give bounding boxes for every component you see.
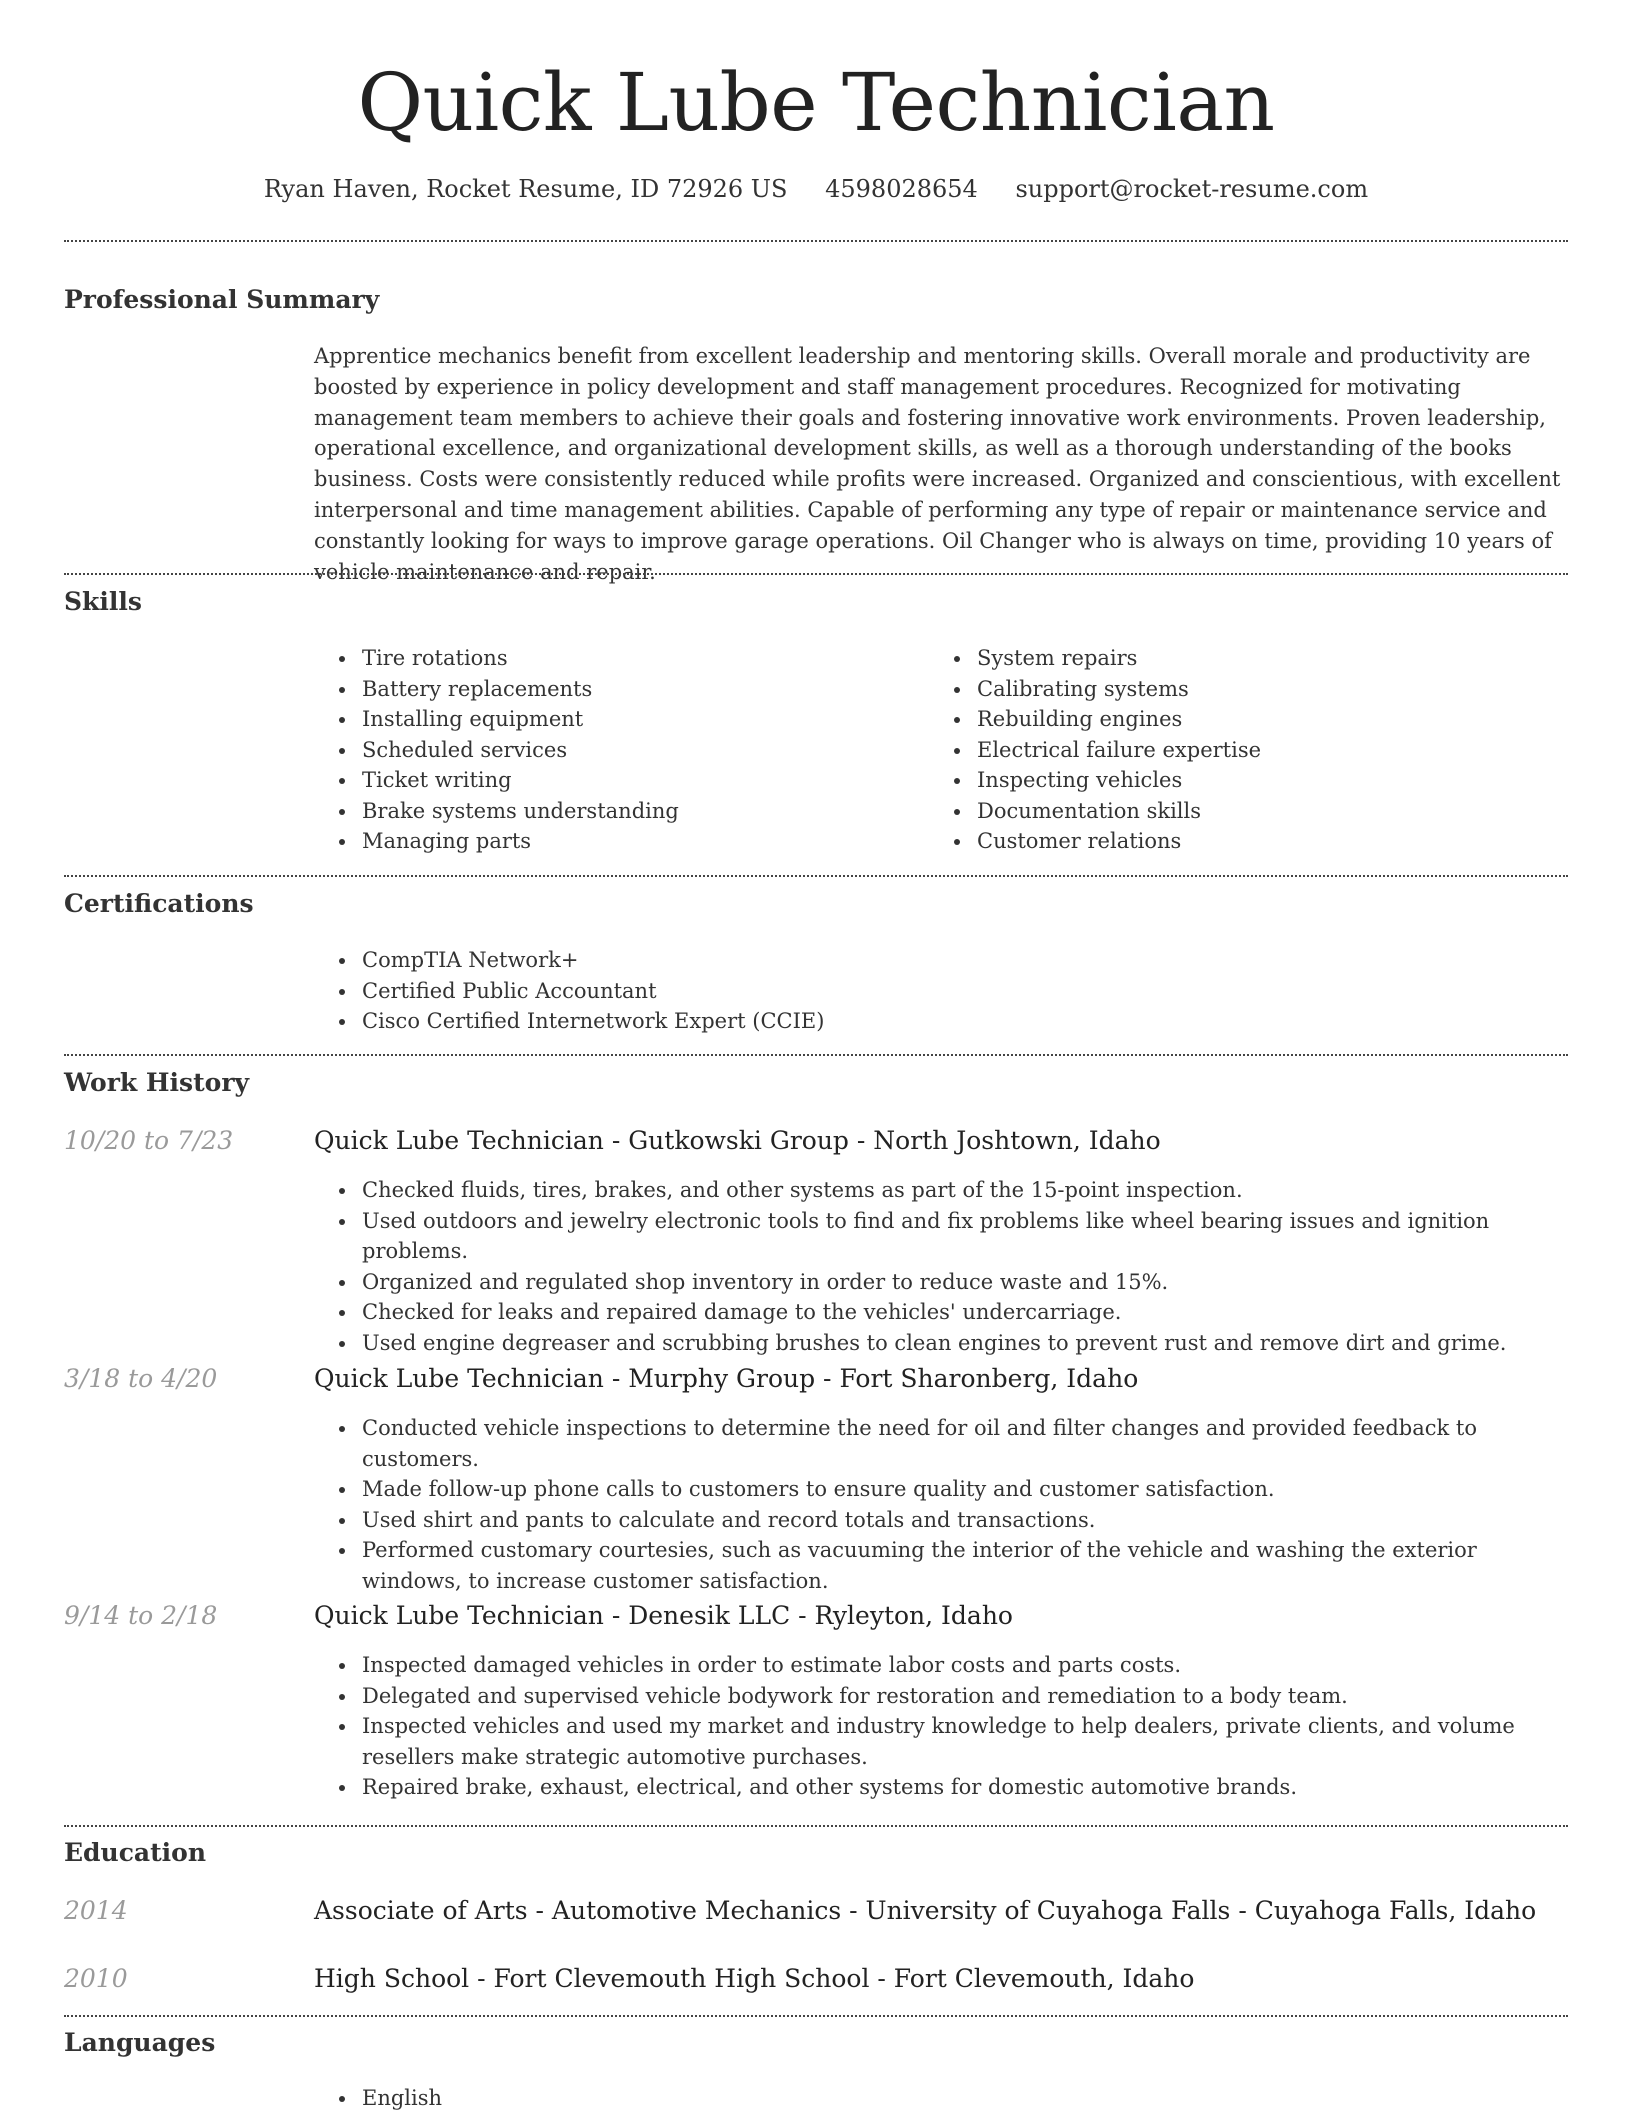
- list-item: • Repaired brake, exhaust, electrical, and other systems for domestic automotive brands.: [358, 1772, 1568, 1803]
- list-item: • Managing parts: [358, 826, 938, 857]
- languages-heading: Languages: [64, 2028, 216, 2057]
- section-divider: [64, 240, 1568, 242]
- job-dates: 9/14 to 2/18: [64, 1601, 218, 1630]
- list-item: • Ticket writing: [358, 765, 938, 796]
- education-title: Associate of Arts - Automotive Mechanics - University of Cuyahoga Falls - Cuyahoga Falls, Idaho: [314, 1896, 1537, 1925]
- list-item: • Certified Public Accountant: [358, 976, 1568, 1007]
- list-item: • Conducted vehicle inspections to determine the need for oil and filter changes and provided feedback to customers.: [358, 1413, 1568, 1474]
- skills-list-right: [973, 643, 1553, 857]
- skills-heading: Skills: [64, 587, 142, 616]
- list-item: • Inspected vehicles and used my market and industry knowledge to help dealers, private clients, and volume resellers make strategic automotive purchases.: [358, 1711, 1568, 1772]
- list-item: • System repairs: [973, 643, 1553, 674]
- list-item: • Brake systems understanding: [358, 796, 938, 827]
- contact-phone: 4598028654: [825, 175, 978, 203]
- education-year: 2014: [64, 1896, 128, 1925]
- list-item: • Used engine degreaser and scrubbing brushes to clean engines to prevent rust and remove dirt and grime.: [358, 1328, 1568, 1359]
- contact-email: support@rocket-resume.com: [1015, 175, 1369, 203]
- education-year: 2010: [64, 1964, 128, 1993]
- list-item: • Rebuilding engines: [973, 704, 1553, 735]
- education-title: High School - Fort Clevemouth High School - Fort Clevemouth, Idaho: [314, 1964, 1195, 1993]
- list-item: • Inspected damaged vehicles in order to estimate labor costs and parts costs.: [358, 1650, 1568, 1681]
- list-item: • CompTIA Network+: [358, 945, 1568, 976]
- section-divider: [64, 1054, 1568, 1056]
- job-bullets: [358, 1413, 1568, 1596]
- resume-title: Quick Lube Technician: [357, 56, 1275, 149]
- section-divider: [64, 875, 1568, 877]
- section-divider: [64, 1825, 1568, 1827]
- summary-heading: Professional Summary: [64, 285, 380, 314]
- contact-address: Ryan Haven, Rocket Resume, ID 72926 US: [263, 175, 788, 203]
- work-heading: Work History: [64, 1068, 250, 1097]
- job-title: Quick Lube Technician - Gutkowski Group - North Joshtown, Idaho: [314, 1126, 1161, 1155]
- list-item: • Tire rotations: [358, 643, 938, 674]
- list-item: • Customer relations: [973, 826, 1553, 857]
- list-item: • Documentation skills: [973, 796, 1553, 827]
- job-bullets: [358, 1650, 1568, 1803]
- list-item: • Cisco Certified Internetwork Expert (CCIE): [358, 1006, 1568, 1037]
- list-item: • Used shirt and pants to calculate and record totals and transactions.: [358, 1505, 1568, 1536]
- job-dates: 10/20 to 7/23: [64, 1126, 234, 1155]
- list-item: • Scheduled services: [358, 735, 938, 766]
- list-item: • Performed customary courtesies, such as vacuuming the interior of the vehicle and washing the exterior windows, to increase customer satisfaction.: [358, 1535, 1568, 1596]
- list-item: • Calibrating systems: [973, 674, 1553, 705]
- languages-list: [358, 2083, 1568, 2112]
- summary-text: Apprentice mechanics benefit from excellent leadership and mentoring skills. Overall morale and productivity are boosted by experience in policy development and staff management procedures. Recognized for motivating management team members to achieve their goals and fostering innovative work environments. Proven leadership, operational excellence, and organizational development skills, as well as a thorough understanding of the books business. Costs were consistently reduced while profits were increased. Organized and conscientious, with excellent interpersonal and time management abilities. Capable of performing any type of repair or maintenance service and constantly looking for ways to improve garage operations. Oil Changer who is always on time, providing 10 years of vehicle maintenance and repair.: [314, 344, 1561, 584]
- section-divider: [64, 2015, 1568, 2017]
- contact-line: [64, 173, 1568, 205]
- education-heading: Education: [64, 1838, 207, 1867]
- list-item: • Used outdoors and jewelry electronic tools to find and fix problems like wheel bearing issues and ignition problems.: [358, 1206, 1568, 1267]
- list-item: • Delegated and supervised vehicle bodywork for restoration and remediation to a body team.: [358, 1681, 1568, 1712]
- list-item: • Battery replacements: [358, 674, 938, 705]
- job-dates: 3/18 to 4/20: [64, 1364, 218, 1393]
- list-item: • Checked fluids, tires, brakes, and other systems as part of the 15-point inspection.: [358, 1175, 1568, 1206]
- list-item: • English: [358, 2083, 1568, 2112]
- certifications-list: [358, 945, 1568, 1037]
- skills-list-left: [358, 643, 938, 857]
- certifications-heading: Certifications: [64, 889, 254, 918]
- list-item: • Made follow-up phone calls to customers to ensure quality and customer satisfaction.: [358, 1474, 1568, 1505]
- section-divider: [64, 573, 1568, 575]
- list-item: • Installing equipment: [358, 704, 938, 735]
- list-item: • Electrical failure expertise: [973, 735, 1553, 766]
- list-item: • Organized and regulated shop inventory in order to reduce waste and 15%.: [358, 1267, 1568, 1298]
- list-item: • Checked for leaks and repaired damage to the vehicles' undercarriage.: [358, 1297, 1568, 1328]
- job-bullets: [358, 1175, 1568, 1358]
- list-item: • Inspecting vehicles: [973, 765, 1553, 796]
- job-title: Quick Lube Technician - Murphy Group - Fort Sharonberg, Idaho: [314, 1364, 1139, 1393]
- resume-page: [64, 0, 1568, 2112]
- job-title: Quick Lube Technician - Denesik LLC - Ryleyton, Idaho: [314, 1601, 1013, 1630]
